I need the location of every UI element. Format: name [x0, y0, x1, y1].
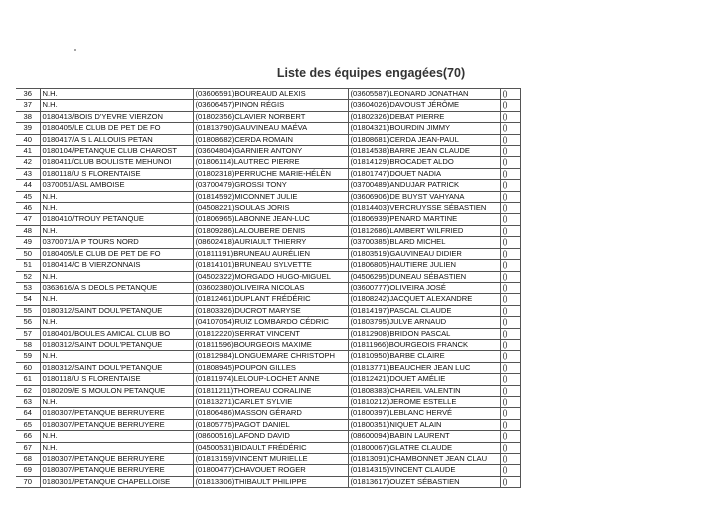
- team-number: 37: [16, 100, 40, 111]
- team-number: 49: [16, 237, 40, 248]
- team-number: 51: [16, 260, 40, 271]
- table-row: [16, 157, 520, 168]
- table-row: [16, 248, 520, 259]
- team-player-2: (01808383)CHAREIL VALENTIN: [348, 385, 500, 396]
- table-row: [16, 385, 520, 396]
- team-club: N.H.: [40, 100, 193, 111]
- team-player-1: (01809286)LALOUBERE DENIS: [193, 225, 348, 236]
- team-club: 0363616/A S DEOLS PETANQUE: [40, 282, 193, 293]
- team-player-1: (01808945)POUPON GILLES: [193, 362, 348, 373]
- table-row: [16, 191, 520, 202]
- team-player-1: (01813790)GAUVINEAU MAÉVA: [193, 123, 348, 134]
- team-check: (): [500, 362, 520, 373]
- team-check: (): [500, 294, 520, 305]
- team-check: (): [500, 134, 520, 145]
- team-club: 0180307/PETANQUE BERRUYERE: [40, 465, 193, 476]
- team-number: 53: [16, 282, 40, 293]
- team-club: N.H.: [40, 294, 193, 305]
- team-player-2: (01810950)BARBE CLAIRE: [348, 351, 500, 362]
- team-club: N.H.: [40, 442, 193, 453]
- team-check: (): [500, 351, 520, 362]
- team-player-2: (01812686)LAMBERT WILFRIED: [348, 225, 500, 236]
- table-row: [16, 282, 520, 293]
- team-check: (): [500, 191, 520, 202]
- team-player-1: (01811211)THOREAU CORALINE: [193, 385, 348, 396]
- team-club: 0370051/ASL AMBOISE: [40, 180, 193, 191]
- team-number: 65: [16, 419, 40, 430]
- page-title: Liste des équipes engagées(70): [276, 66, 466, 80]
- team-number: 68: [16, 454, 40, 465]
- team-check: (): [500, 282, 520, 293]
- team-player-2: (01810212)JEROME ESTELLE: [348, 396, 500, 407]
- team-club: 0180312/SAINT DOUL'PETANQUE: [40, 362, 193, 373]
- table-row: [16, 134, 520, 145]
- team-player-2: (01813091)CHAMBONNET JEAN CLAU: [348, 454, 500, 465]
- team-player-2: (01800067)GLATRE CLAUDE: [348, 442, 500, 453]
- team-check: (): [500, 385, 520, 396]
- team-club: N.H.: [40, 191, 193, 202]
- table-row: [16, 408, 520, 419]
- team-player-2: (04506295)DUNEAU SÉBASTIEN: [348, 271, 500, 282]
- team-club: N.H.: [40, 351, 193, 362]
- team-check: (): [500, 271, 520, 282]
- team-check: (): [500, 146, 520, 157]
- table-row: [16, 294, 520, 305]
- team-player-2: (01806939)PENARD MARTINE: [348, 214, 500, 225]
- team-player-2: (01800351)NIQUET ALAIN: [348, 419, 500, 430]
- team-club: 0180413/BOIS D'YEVRE VIERZON: [40, 111, 193, 122]
- team-player-1: (01811191)BRUNEAU AURÉLIEN: [193, 248, 348, 259]
- team-check: (): [500, 225, 520, 236]
- team-player-2: (08600094)BABIN LAURENT: [348, 431, 500, 442]
- team-player-2: (03700385)BLARD MICHEL: [348, 237, 500, 248]
- team-player-2: (01803519)GAUVINEAU DIDIER: [348, 248, 500, 259]
- team-player-1: (01806114)LAUTREC PIERRE: [193, 157, 348, 168]
- team-player-1: (04500531)BIDAULT FRÉDÉRIC: [193, 442, 348, 453]
- team-check: (): [500, 339, 520, 350]
- team-club: N.H.: [40, 271, 193, 282]
- team-check: (): [500, 465, 520, 476]
- team-player-1: (01806965)LABONNE JEAN-LUC: [193, 214, 348, 225]
- team-player-2: (03700489)ANDUJAR PATRICK: [348, 180, 500, 191]
- team-check: (): [500, 248, 520, 259]
- team-number: 45: [16, 191, 40, 202]
- table-row: [16, 168, 520, 179]
- table-row: [16, 328, 520, 339]
- team-check: (): [500, 442, 520, 453]
- table-row: [16, 442, 520, 453]
- team-player-2: (01802326)DEBAT PIERRE: [348, 111, 500, 122]
- team-club: 0180401/BOULES AMICAL CLUB BO: [40, 328, 193, 339]
- team-number: 41: [16, 146, 40, 157]
- team-player-1: (01813159)VINCENT MURIELLE: [193, 454, 348, 465]
- team-player-2: (01808681)CERDA JEAN-PAUL: [348, 134, 500, 145]
- team-player-2: (03605587)LEONARD JONATHAN: [348, 89, 500, 100]
- table-row: [16, 339, 520, 350]
- team-number: 61: [16, 374, 40, 385]
- table-row: [16, 180, 520, 191]
- team-check: (): [500, 100, 520, 111]
- team-player-1: (01812461)DUPLANT FRÉDÉRIC: [193, 294, 348, 305]
- team-number: 67: [16, 442, 40, 453]
- team-club: 0180118/U S FLORENTAISE: [40, 168, 193, 179]
- table-row: [16, 89, 520, 100]
- team-club: 0180118/U S FLORENTAISE: [40, 374, 193, 385]
- team-number: 58: [16, 339, 40, 350]
- team-club: 0180414/C B VIERZONNAIS: [40, 260, 193, 271]
- team-club: 0180410/TROUY PETANQUE: [40, 214, 193, 225]
- team-player-2: (01803795)JULVE ARNAUD: [348, 317, 500, 328]
- team-club: 0180307/PETANQUE BERRUYERE: [40, 408, 193, 419]
- team-club: 0180307/PETANQUE BERRUYERE: [40, 454, 193, 465]
- table-row: [16, 100, 520, 111]
- team-check: (): [500, 431, 520, 442]
- team-player-2: (01814315)VINCENT CLAUDE: [348, 465, 500, 476]
- table-row: [16, 454, 520, 465]
- team-player-2: (01801747)DOUET NADIA: [348, 168, 500, 179]
- team-check: (): [500, 374, 520, 385]
- team-player-2: (01814538)BARRE JEAN CLAUDE: [348, 146, 500, 157]
- team-number: 59: [16, 351, 40, 362]
- team-club: 0180104/PETANQUE CLUB CHAROST: [40, 146, 193, 157]
- team-number: 52: [16, 271, 40, 282]
- team-number: 57: [16, 328, 40, 339]
- team-player-2: (03606906)DE BUYST VAHYANA: [348, 191, 500, 202]
- table-row: [16, 305, 520, 316]
- team-player-1: (01802318)PERRUCHE MARIE-HÉLÈN: [193, 168, 348, 179]
- team-player-1: (01811974)LELOUP-LOCHET ANNE: [193, 374, 348, 385]
- team-check: (): [500, 260, 520, 271]
- team-number: 39: [16, 123, 40, 134]
- team-club: N.H.: [40, 225, 193, 236]
- team-club: 0180301/PETANQUE CHAPELLOISE: [40, 476, 193, 487]
- table-row: [16, 146, 520, 157]
- team-player-1: (01812220)SERRAT VINCENT: [193, 328, 348, 339]
- table-row: [16, 111, 520, 122]
- team-check: (): [500, 111, 520, 122]
- team-player-1: (08600516)LAFOND DAVID: [193, 431, 348, 442]
- team-player-2: (01804321)BOURDIN JIMMY: [348, 123, 500, 134]
- team-number: 44: [16, 180, 40, 191]
- team-club: 0180307/PETANQUE BERRUYERE: [40, 419, 193, 430]
- team-number: 70: [16, 476, 40, 487]
- team-club: 0370071/A P TOURS NORD: [40, 237, 193, 248]
- table-row: [16, 214, 520, 225]
- team-check: (): [500, 203, 520, 214]
- teams-table: [16, 88, 521, 488]
- team-club: N.H.: [40, 89, 193, 100]
- team-player-1: (01811596)BOURGEOIS MAXIME: [193, 339, 348, 350]
- team-player-2: (01814129)BROCADET ALDO: [348, 157, 500, 168]
- team-check: (): [500, 123, 520, 134]
- table-row: [16, 260, 520, 271]
- team-number: 36: [16, 89, 40, 100]
- scan-speck: [74, 49, 76, 51]
- team-check: (): [500, 168, 520, 179]
- team-player-1: (04508221)SOULAS JORIS: [193, 203, 348, 214]
- team-number: 69: [16, 465, 40, 476]
- team-club: 0180312/SAINT DOUL'PETANQUE: [40, 339, 193, 350]
- team-club: 0180417/A S L ALLOUIS PETAN: [40, 134, 193, 145]
- team-check: (): [500, 214, 520, 225]
- team-number: 56: [16, 317, 40, 328]
- table-row: [16, 317, 520, 328]
- team-player-1: (03700479)GROSSI TONY: [193, 180, 348, 191]
- team-number: 64: [16, 408, 40, 419]
- team-player-2: (01813617)OUZET SÉBASTIEN: [348, 476, 500, 487]
- team-number: 38: [16, 111, 40, 122]
- team-player-2: (01800397)LEBLANC HERVÉ: [348, 408, 500, 419]
- team-player-2: (01814197)PASCAL CLAUDE: [348, 305, 500, 316]
- table-row: [16, 351, 520, 362]
- team-player-1: (03602380)OLIVEIRA NICOLAS: [193, 282, 348, 293]
- team-player-2: (03604026)DAVOUST JÉRÔME: [348, 100, 500, 111]
- table-row: [16, 203, 520, 214]
- team-player-1: (08602418)AURIAULT THIERRY: [193, 237, 348, 248]
- team-number: 48: [16, 225, 40, 236]
- table-row: [16, 237, 520, 248]
- team-check: (): [500, 317, 520, 328]
- team-check: (): [500, 237, 520, 248]
- team-number: 42: [16, 157, 40, 168]
- team-player-1: (01800477)CHAVOUET ROGER: [193, 465, 348, 476]
- team-player-1: (04107054)RUIZ LOMBARDO CÉDRIC: [193, 317, 348, 328]
- team-club: N.H.: [40, 396, 193, 407]
- team-player-2: (01806805)HAUTIERE JULIEN: [348, 260, 500, 271]
- team-player-2: (01808242)JACQUET ALEXANDRE: [348, 294, 500, 305]
- team-number: 46: [16, 203, 40, 214]
- team-number: 60: [16, 362, 40, 373]
- team-club: 0180405/LE CLUB DE PET DE FO: [40, 123, 193, 134]
- team-check: (): [500, 157, 520, 168]
- team-player-1: (04502322)MORGADO HUGO-MIGUEL: [193, 271, 348, 282]
- teams-table-container: [16, 88, 520, 488]
- team-player-2: (03600777)OLIVEIRA JOSÉ: [348, 282, 500, 293]
- team-check: (): [500, 408, 520, 419]
- team-club: 0180405/LE CLUB DE PET DE FO: [40, 248, 193, 259]
- team-check: (): [500, 328, 520, 339]
- team-number: 54: [16, 294, 40, 305]
- team-number: 55: [16, 305, 40, 316]
- team-player-1: (01808682)CERDA ROMAIN: [193, 134, 348, 145]
- team-club: N.H.: [40, 317, 193, 328]
- team-player-1: (01813306)THIBAULT PHILIPPE: [193, 476, 348, 487]
- table-row: [16, 225, 520, 236]
- team-player-1: (01814592)MICONNET JULIE: [193, 191, 348, 202]
- table-row: [16, 123, 520, 134]
- team-player-2: (01811966)BOURGEOIS FRANCK: [348, 339, 500, 350]
- team-number: 63: [16, 396, 40, 407]
- team-number: 50: [16, 248, 40, 259]
- team-number: 66: [16, 431, 40, 442]
- team-player-1: (01802356)CLAVIER NORBERT: [193, 111, 348, 122]
- team-player-1: (03604804)GARNIER ANTONY: [193, 146, 348, 157]
- table-row: [16, 476, 520, 487]
- table-row: [16, 374, 520, 385]
- team-check: (): [500, 454, 520, 465]
- team-number: 40: [16, 134, 40, 145]
- team-club: 0180312/SAINT DOUL'PETANQUE: [40, 305, 193, 316]
- table-row: [16, 396, 520, 407]
- team-check: (): [500, 305, 520, 316]
- team-player-1: (01803326)DUCROT MARYSE: [193, 305, 348, 316]
- team-player-1: (01805775)PAGOT DANIEL: [193, 419, 348, 430]
- table-row: [16, 362, 520, 373]
- table-row: [16, 431, 520, 442]
- team-number: 43: [16, 168, 40, 179]
- team-player-1: (01814101)BRUNEAU SYLVETTE: [193, 260, 348, 271]
- team-check: (): [500, 180, 520, 191]
- table-row: [16, 271, 520, 282]
- team-check: (): [500, 476, 520, 487]
- table-row: [16, 465, 520, 476]
- team-check: (): [500, 89, 520, 100]
- team-player-2: (01813771)BEAUCHER JEAN LUC: [348, 362, 500, 373]
- team-club: 0180209/E S MOULON PETANQUE: [40, 385, 193, 396]
- team-player-1: (03606591)BOUREAUD ALEXIS: [193, 89, 348, 100]
- team-number: 47: [16, 214, 40, 225]
- team-player-2: (01812908)BRIDON PASCAL: [348, 328, 500, 339]
- team-player-1: (01812984)LONGUEMARE CHRISTOPH: [193, 351, 348, 362]
- team-number: 62: [16, 385, 40, 396]
- team-player-1: (01813271)CARLET SYLVIE: [193, 396, 348, 407]
- team-check: (): [500, 396, 520, 407]
- team-player-2: (01812421)DOUET AMÉLIE: [348, 374, 500, 385]
- team-club: N.H.: [40, 203, 193, 214]
- team-club: 0180411/CLUB BOULISTE MEHUNOI: [40, 157, 193, 168]
- team-player-1: (01806486)MASSON GÉRARD: [193, 408, 348, 419]
- table-row: [16, 419, 520, 430]
- team-check: (): [500, 419, 520, 430]
- teams-table-body: [16, 89, 520, 488]
- team-player-1: (03606457)PINON RÉGIS: [193, 100, 348, 111]
- team-club: N.H.: [40, 431, 193, 442]
- team-player-2: (01814403)VERCRUYSSE SÉBASTIEN: [348, 203, 500, 214]
